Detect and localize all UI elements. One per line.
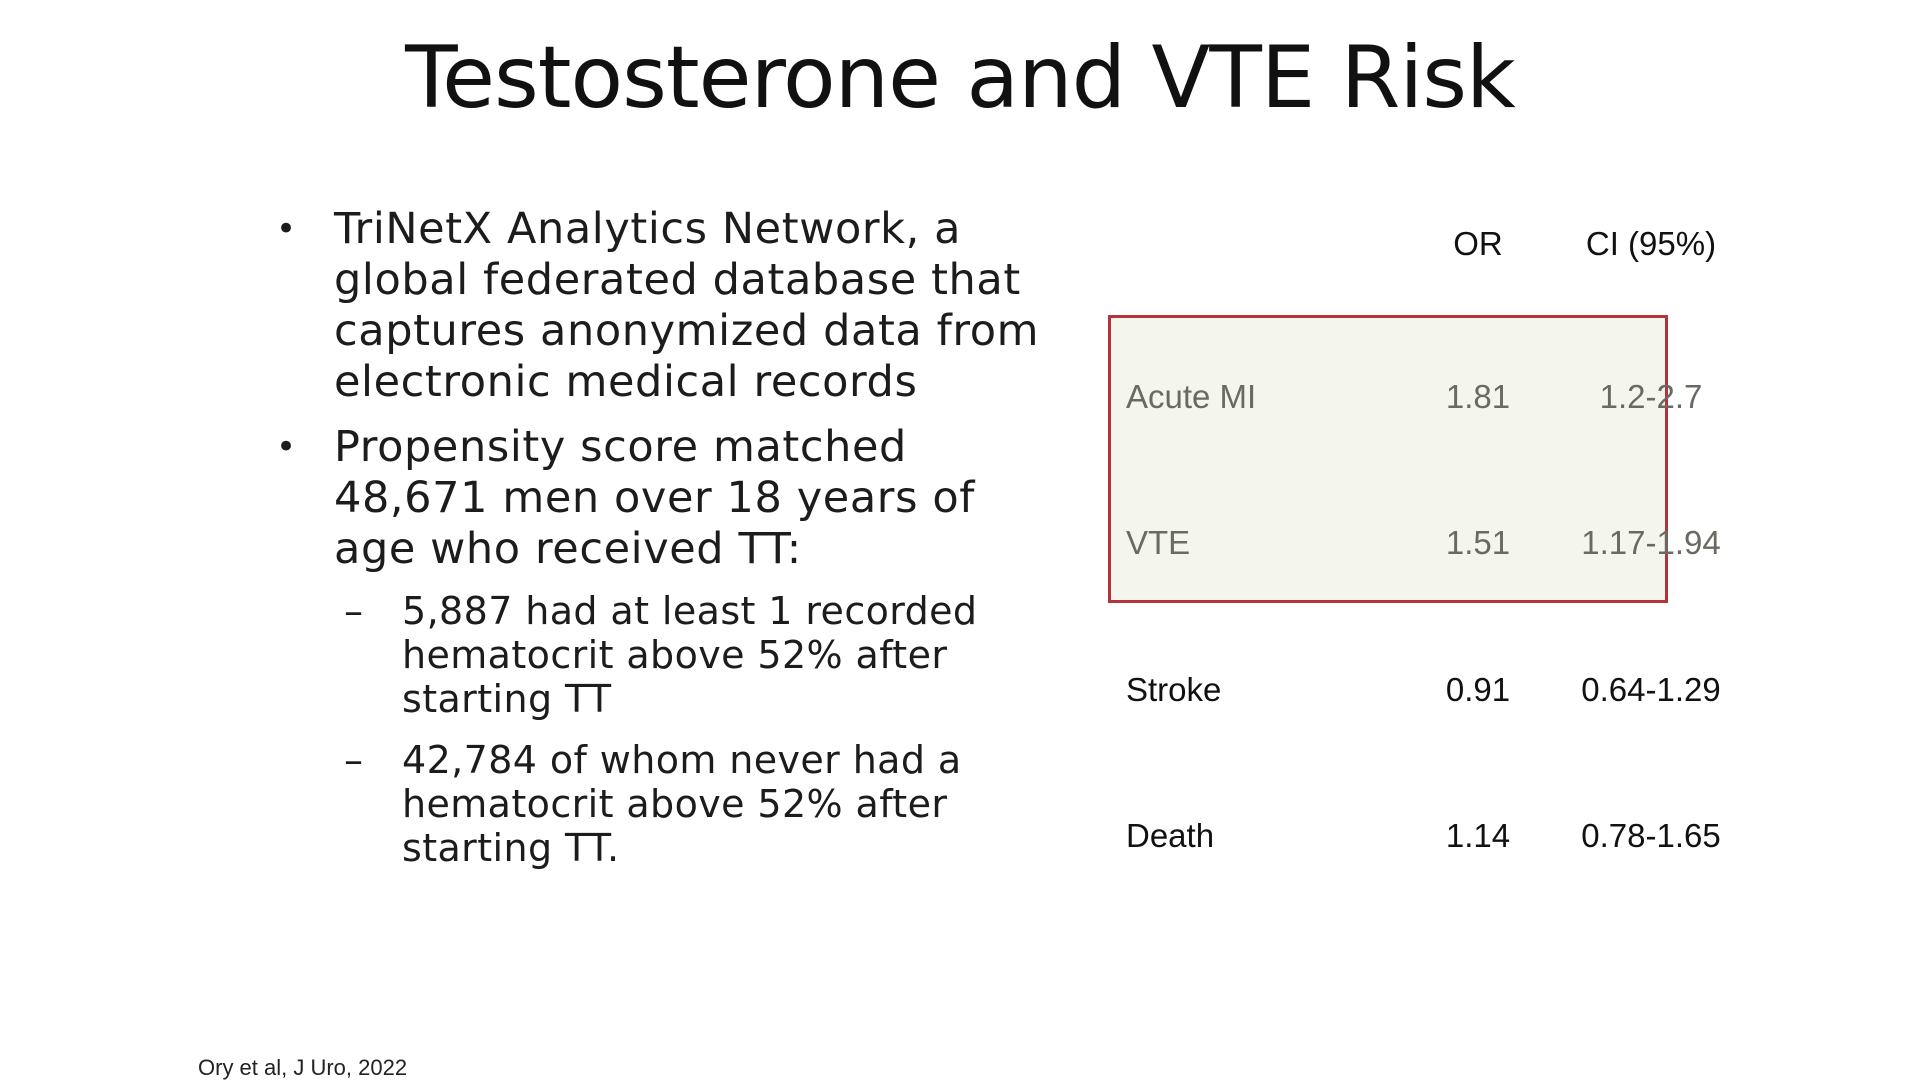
sub-bullet-marker: – — [344, 589, 364, 633]
sub-bullet-text: 5,887 had at least 1 recorded hematocrit above 52% after starting TT — [402, 589, 978, 721]
bullet-item-propensity — [272, 422, 1052, 575]
row-or-value: 1.51 — [1445, 524, 1511, 561]
row-label: VTE — [1126, 524, 1191, 561]
sub-bullet-text: 42,784 of whom never had a hematocrit above 52% after starting TT. — [402, 738, 962, 870]
row-or-value: 1.81 — [1445, 378, 1511, 415]
table-row — [1108, 665, 1728, 715]
column-header-ci: CI (95%) — [1585, 225, 1717, 262]
row-or-value: 0.91 — [1445, 671, 1511, 708]
row-ci-value: 1.2-2.7 — [1599, 378, 1703, 415]
row-label: Acute MI — [1126, 378, 1257, 415]
sub-bullet-marker: – — [344, 738, 364, 782]
row-ci-value: 0.78-1.65 — [1581, 817, 1721, 854]
bullet-list — [272, 204, 1052, 887]
sub-bullet-list — [334, 589, 1052, 870]
odds-ratio-table — [1108, 225, 1721, 865]
bullet-marker: • — [276, 427, 297, 467]
row-ci-value: 0.64-1.29 — [1581, 671, 1721, 708]
row-ci-value: 1.17-1.94 — [1581, 524, 1721, 561]
row-label: Death — [1126, 817, 1215, 854]
table-row — [1108, 372, 1728, 422]
bullet-marker: • — [276, 209, 297, 249]
table-row — [1108, 811, 1728, 861]
row-label: Stroke — [1126, 671, 1222, 708]
citation: Ory et al, J Uro, 2022 — [198, 1055, 408, 1080]
slide-title: Testosterone and VTE Risk — [405, 28, 1515, 128]
bullet-item-trinetx — [272, 204, 1052, 408]
table-row — [1108, 518, 1728, 568]
row-or-value: 1.14 — [1445, 817, 1511, 854]
column-header-or: OR — [1453, 225, 1503, 262]
sub-bullet-item — [334, 589, 1052, 721]
bullet-text: TriNetX Analytics Network, a global federated database that captures anonymized data from electronic medical records — [334, 204, 1040, 407]
sub-bullet-item — [334, 738, 1052, 870]
bullet-text: Propensity score matched 48,671 men over 18 years of age who received TT: — [334, 422, 975, 574]
